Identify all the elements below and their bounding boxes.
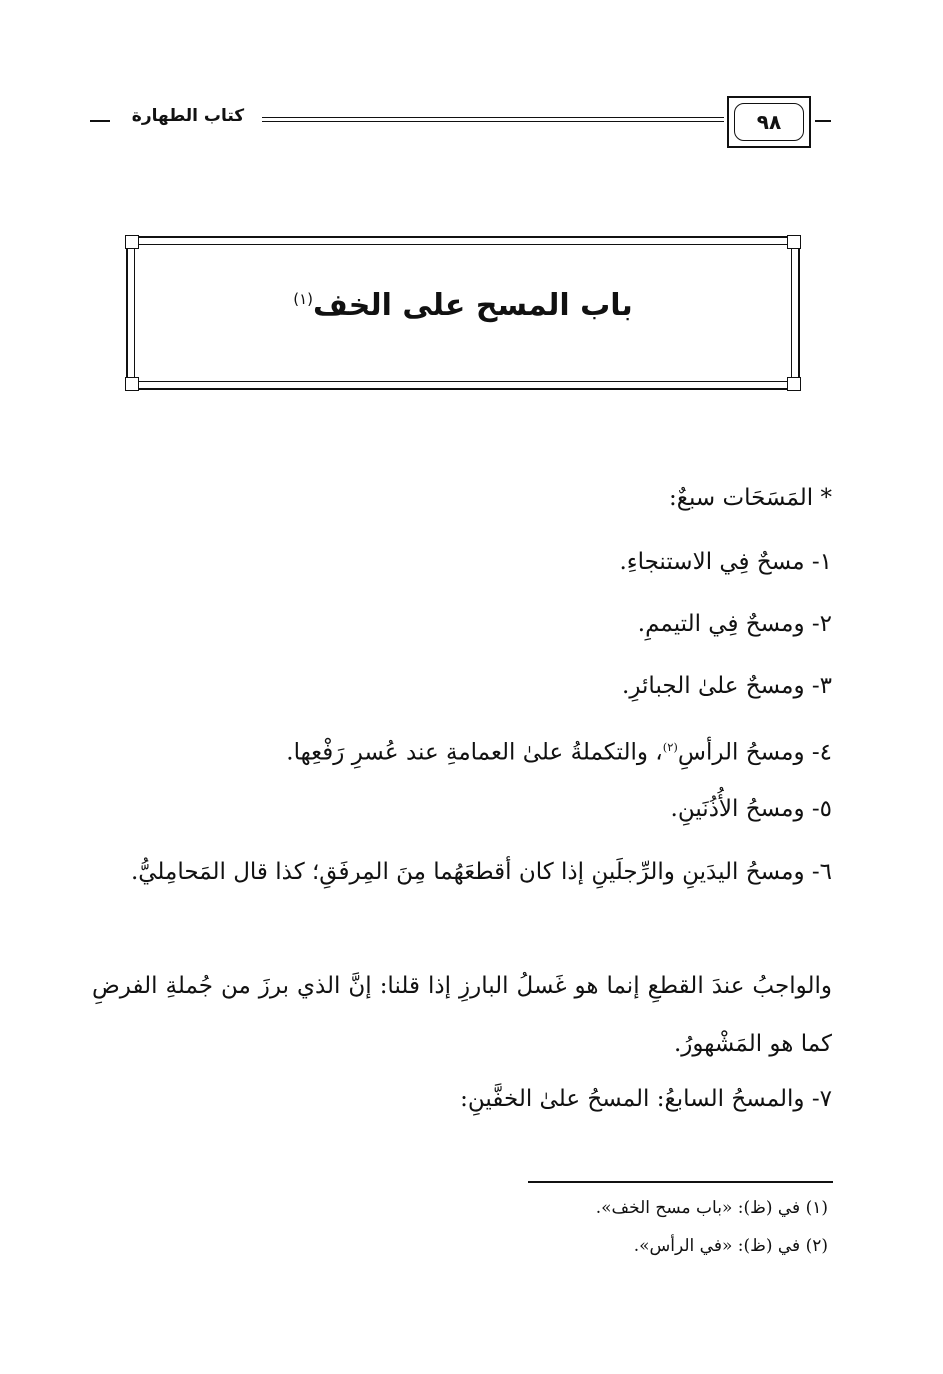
footnote-ref-2: (٢) (662, 740, 678, 754)
list-item: ٧- والمسحُ السابعُ: المسحُ علىٰ الخفَّينِ: (460, 1086, 832, 1112)
chapter-title (128, 288, 798, 323)
list-item: ٥- ومسحُ الأُذُنَينِ. (670, 796, 832, 822)
header-rule (262, 117, 724, 122)
page-number-box (727, 96, 811, 148)
frame-corner-ornament (125, 235, 139, 249)
body-paragraph: والواجبُ عندَ القطعِ إنما هو غَسلُ البارزِ إذا قلنا: إنَّ الذي برزَ من جُملةِ الفرضِ كما هو المَشْهورُ. (92, 973, 832, 1057)
frame-corner-ornament (125, 377, 139, 391)
list-item: ١- مسحٌ فِي الاستنجاءِ. (619, 549, 832, 575)
running-header-title: كتاب الطهارة (131, 106, 245, 126)
list-item: ٢- ومسحٌ فِي التيممِ. (637, 611, 832, 637)
footnote-ref-1: (١) (293, 290, 313, 308)
list-intro: * المَسَحَات سبعٌ: (668, 485, 832, 511)
chapter-heading-frame (126, 236, 800, 390)
list-item: ٣- ومسحٌ علىٰ الجبائرِ. (622, 673, 832, 699)
list-item-text: ، والتكملةُ علىٰ العمامةِ عند عُسرِ رَفْعِها. (286, 739, 663, 766)
footnote-separator (528, 1181, 833, 1183)
header-dash-left (90, 120, 110, 122)
list-item-text: ٤- ومسحُ الرأسِ (677, 739, 832, 766)
footnote: (٢) في (ظ): «في الرأس». (633, 1236, 828, 1256)
footnote: (١) في (ظ): «باب مسح الخف». (595, 1198, 828, 1218)
list-item (92, 719, 832, 781)
page-number: ٩٨ (734, 103, 804, 141)
list-item: ٦- ومسحُ اليدَينِ والرِّجلَينِ إذا كان أقطعَهُما مِنَ المِرفَقِ؛ كذا قال المَحامِليُّ. (130, 859, 832, 885)
header-dash-right (815, 120, 831, 122)
frame-corner-ornament (787, 235, 801, 249)
chapter-title-text: باب المسح على الخف (312, 288, 633, 323)
frame-corner-ornament (787, 377, 801, 391)
